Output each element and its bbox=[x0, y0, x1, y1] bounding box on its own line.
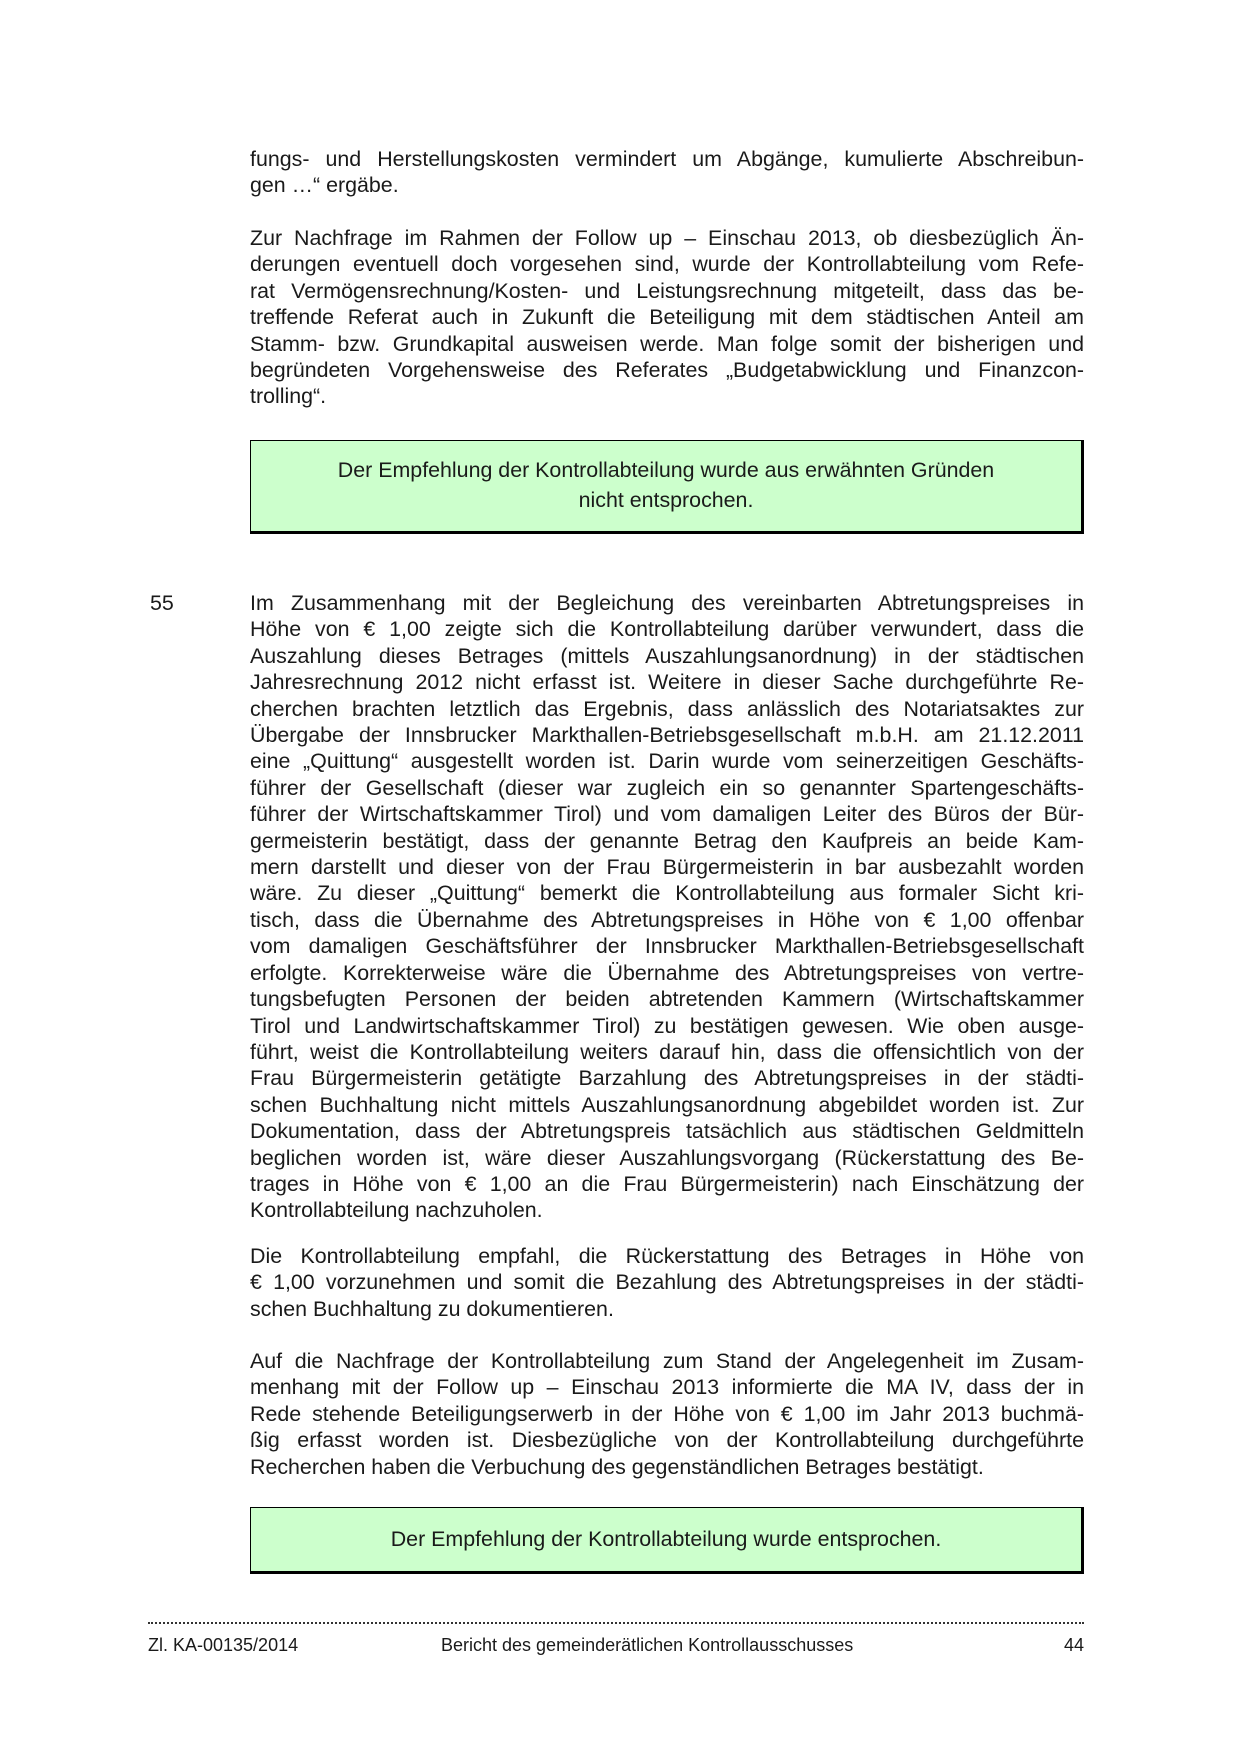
text-line: schen Buchhaltung nicht mittels Auszahlungsanordnung abgebildet worden ist. Zur bbox=[250, 1092, 1084, 1117]
paragraph-recommendation bbox=[250, 1243, 1084, 1322]
text-line: Übergabe der Innsbrucker Markthallen-Betriebsgesellschaft m.b.H. am 21.12.2011 bbox=[250, 723, 1084, 748]
text-line: tisch, dass die Übernahme des Abtretungspreises in Höhe von € 1,00 offenbar bbox=[250, 907, 1084, 932]
box-text-line: Der Empfehlung der Kontrollabteilung wurde entsprochen. bbox=[390, 1527, 942, 1551]
section-number: 55 bbox=[150, 591, 174, 615]
paragraph-continuation bbox=[250, 146, 1084, 199]
text-line: derungen eventuell doch vorgesehen sind, wurde der Kontrollabteilung vom Refe- bbox=[250, 252, 1084, 277]
text-line: Recherchen haben die Verbuchung des gegenständlichen Betrages bestätigt. bbox=[250, 1454, 984, 1479]
footer-reference: Zl. KA-00135/2014 bbox=[148, 1635, 299, 1655]
text-line: vom damaligen Geschäftsführer der Innsbrucker Markthallen-Betriebsgesellschaft bbox=[250, 934, 1084, 959]
text-line: begründeten Vorgehensweise des Referates „Budgetabwicklung und Finanzcon- bbox=[250, 358, 1084, 383]
text-line: beglichen worden ist, wäre dieser Auszahlungsvorgang (Rückerstattung des Be- bbox=[250, 1145, 1084, 1170]
text-line: Kontrollabteilung nachzuholen. bbox=[250, 1198, 543, 1223]
text-line: Frau Bürgermeisterin getätigte Barzahlung des Abtretungspreises in der städti- bbox=[250, 1066, 1084, 1091]
text-line: cherchen brachten letztlich das Ergebnis, dass anlässlich des Notariatsaktes zur bbox=[250, 696, 1084, 721]
text-line: fungs- und Herstellungskosten vermindert um Abgänge, kumulierte Abschreibun- bbox=[250, 147, 1084, 171]
text-line: Höhe von € 1,00 zeigte sich die Kontrollabteilung darüber verwundert, dass die bbox=[250, 617, 1084, 642]
text-line: trolling“. bbox=[250, 384, 327, 409]
paragraph-section-55 bbox=[250, 590, 1084, 1224]
text-line: ßig erfasst worden ist. Diesbezügliche von der Kontrollabteilung durchgeführte bbox=[250, 1428, 1084, 1453]
text-line: gen …“ ergäbe. bbox=[250, 173, 399, 198]
text-line: eine „Quittung“ ausgestellt worden ist. Darin wurde vom seinerzeitigen Geschäfts- bbox=[250, 749, 1084, 774]
text-line: Tirol und Landwirtschaftskammer Tirol) zu bestätigen gewesen. Wie oben ausge- bbox=[250, 1013, 1084, 1038]
text-line: € 1,00 vorzunehmen und somit die Bezahlung des Abtretungspreises in der städti- bbox=[250, 1270, 1084, 1295]
text-line: Dokumentation, dass der Abtretungspreis tatsächlich aus städtischen Geldmitteln bbox=[250, 1119, 1084, 1144]
box-text-line: nicht entsprochen. bbox=[578, 488, 754, 512]
text-line: führer der Gesellschaft (dieser war zugleich ein so genannter Spartengeschäfts- bbox=[250, 775, 1084, 800]
paragraph-follow-up-note bbox=[250, 225, 1084, 410]
text-line: führt, weist die Kontrollabteilung weiters darauf hin, dass die offensichtlich von der bbox=[250, 1039, 1084, 1064]
page-number: 44 bbox=[1063, 1635, 1084, 1655]
text-line: wäre. Zu dieser „Quittung“ bemerkt die Kontrollabteilung aus formaler Sicht kri- bbox=[250, 881, 1084, 906]
footer-divider bbox=[148, 1622, 1084, 1624]
recommendation-status-box bbox=[250, 1507, 1084, 1574]
text-line: führer der Wirtschaftskammer Tirol) und vom damaligen Leiter des Büros der Bür- bbox=[250, 802, 1084, 827]
text-line: erfolgte. Korrekterweise wäre die Übernahme des Abtretungspreises von vertre- bbox=[250, 960, 1084, 985]
text-line: mern darstellt und dieser von der Frau Bürgermeisterin in bar ausbezahlt worden bbox=[250, 855, 1084, 880]
text-line: rat Vermögensrechnung/Kosten- und Leistungsrechnung mitgeteilt, dass das be- bbox=[250, 278, 1084, 303]
text-line: tungsbefugten Personen der beiden abtretenden Kammern (Wirtschaftskammer bbox=[250, 987, 1084, 1012]
text-line: Auf die Nachfrage der Kontrollabteilung zum Stand der Angelegenheit im Zusam- bbox=[250, 1349, 1084, 1373]
text-line: Zur Nachfrage im Rahmen der Follow up – Einschau 2013, ob diesbezüglich Än- bbox=[250, 226, 1084, 250]
text-line: Stamm- bzw. Grundkapital ausweisen werde. Man folge somit der bisherigen und bbox=[250, 331, 1084, 356]
text-line: germeisterin bestätigt, dass der genannte Betrag den Kaufpreis an beide Kam- bbox=[250, 828, 1084, 853]
text-line: treffende Referat auch in Zukunft die Beteiligung mit dem städtischen Anteil am bbox=[250, 305, 1084, 330]
recommendation-status-box bbox=[250, 440, 1084, 534]
text-line: Im Zusammenhang mit der Begleichung des vereinbarten Abtretungspreises in bbox=[250, 591, 1084, 615]
text-line: Jahresrechnung 2012 nicht erfasst ist. Weitere in dieser Sache durchgeführte Re- bbox=[250, 670, 1084, 695]
footer-title: Bericht des gemeinderätlichen Kontrollausschusses bbox=[441, 1635, 854, 1655]
text-line: menhang mit der Follow up – Einschau 2013 informierte die MA IV, dass der in bbox=[250, 1375, 1084, 1400]
text-line: trages in Höhe von € 1,00 an die Frau Bürgermeisterin) nach Einschätzung der bbox=[250, 1171, 1084, 1196]
text-line: Rede stehende Beteiligungserwerb in der Höhe von € 1,00 im Jahr 2013 buchmä- bbox=[250, 1401, 1084, 1426]
paragraph-follow-up-result bbox=[250, 1348, 1084, 1480]
text-line: Die Kontrollabteilung empfahl, die Rückerstattung des Betrages in Höhe von bbox=[250, 1244, 1084, 1268]
box-text-line: Der Empfehlung der Kontrollabteilung wurde aus erwähnten Gründen bbox=[337, 458, 995, 482]
text-line: Auszahlung dieses Betrages (mittels Auszahlungsanordnung) in der städtischen bbox=[250, 643, 1084, 668]
text-line: schen Buchhaltung zu dokumentieren. bbox=[250, 1296, 614, 1321]
